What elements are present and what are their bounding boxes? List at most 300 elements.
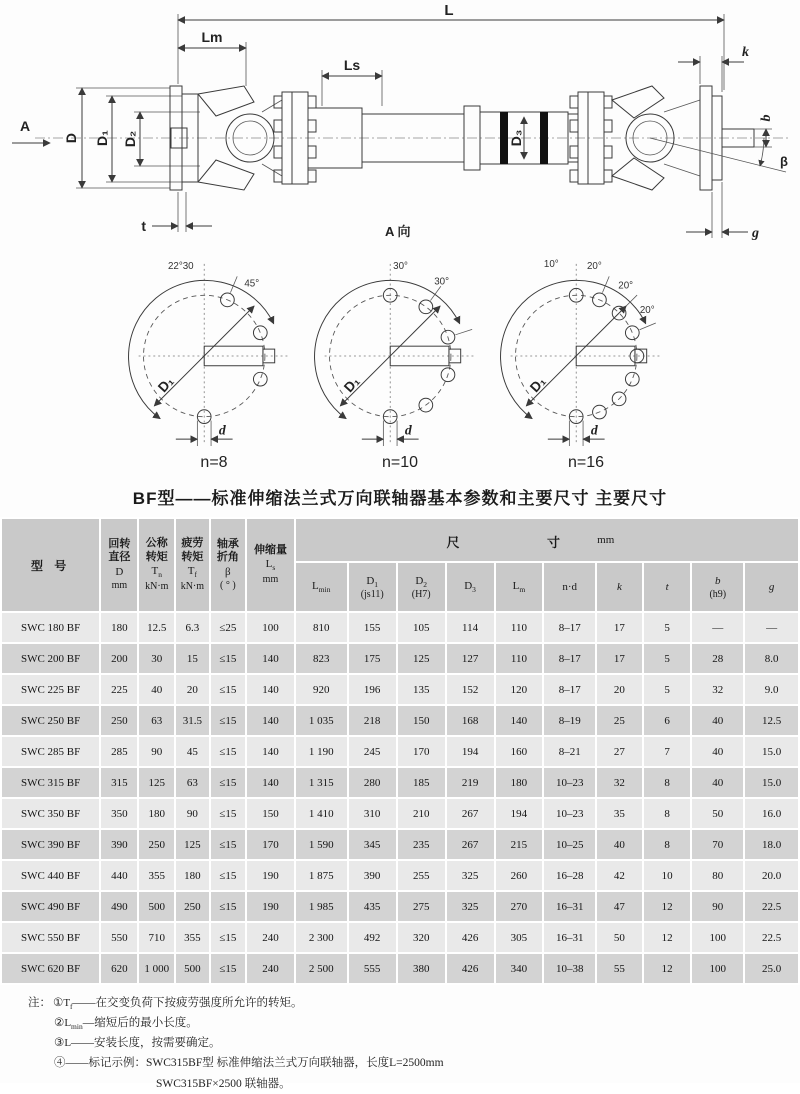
- value-cell: 7: [644, 737, 691, 766]
- sub-col-header-3: [447, 563, 494, 611]
- bolt-diagrams: [0, 254, 800, 472]
- bolt-pattern-n8: [121, 254, 307, 454]
- value-cell: 80: [692, 861, 743, 890]
- dim-label-t: t: [141, 218, 146, 234]
- dim-label-Ls: Ls: [343, 57, 361, 73]
- angle-label: 30°: [393, 260, 408, 272]
- value-cell: 426: [447, 954, 494, 983]
- value-cell: 8.0: [745, 644, 798, 673]
- value-cell: 8–17: [544, 613, 595, 642]
- value-cell: 170: [398, 737, 445, 766]
- value-cell: 140: [247, 675, 294, 704]
- symbol: b: [715, 575, 721, 588]
- value-cell: 125: [139, 768, 174, 797]
- model-cell: SWC 200 BF: [2, 644, 99, 673]
- value-cell: 10–25: [544, 830, 595, 859]
- header-symbol: [139, 564, 174, 580]
- value-cell: 555: [349, 954, 396, 983]
- sub-col-header-7: [644, 563, 691, 611]
- header-row-1: [2, 519, 798, 561]
- value-cell: 40: [692, 706, 743, 735]
- model-cell: SWC 180 BF: [2, 613, 99, 642]
- sub-col-header-1: [349, 563, 396, 611]
- model-cell: SWC 440 BF: [2, 861, 99, 890]
- value-cell: 270: [496, 892, 543, 921]
- table-row: [2, 923, 798, 952]
- table-row: [2, 861, 798, 890]
- value-cell: 70: [692, 830, 743, 859]
- symbol: $T_f$: [63, 997, 73, 1012]
- value-cell: 35: [597, 799, 642, 828]
- value-cell: 50: [597, 923, 642, 952]
- angle-label: 20°: [639, 304, 655, 316]
- value-cell: 5: [644, 613, 691, 642]
- value-cell: 194: [496, 799, 543, 828]
- value-cell: 245: [349, 737, 396, 766]
- value-cell: 355: [176, 923, 209, 952]
- value-cell: 50: [692, 799, 743, 828]
- value-cell: 30: [139, 644, 174, 673]
- model-cell: SWC 315 BF: [2, 768, 99, 797]
- value-cell: 255: [398, 861, 445, 890]
- value-cell: 22.5: [745, 892, 798, 921]
- value-cell: 2 300: [296, 923, 347, 952]
- value-cell: ≤15: [211, 706, 245, 735]
- value-cell: 25: [597, 706, 642, 735]
- header-text: 直径: [108, 551, 131, 564]
- value-cell: 710: [139, 923, 174, 952]
- value-cell: 180: [139, 799, 174, 828]
- value-cell: ≤15: [211, 799, 245, 828]
- value-cell: 105: [398, 613, 445, 642]
- value-cell: 20.0: [745, 861, 798, 890]
- value-cell: 170: [247, 830, 294, 859]
- value-cell: 12: [644, 892, 691, 921]
- symbol: $D_3$: [464, 580, 476, 595]
- value-cell: 8: [644, 830, 691, 859]
- value-cell: 194: [447, 737, 494, 766]
- value-cell: 1 590: [296, 830, 347, 859]
- value-cell: 810: [296, 613, 347, 642]
- header-text: 折角: [216, 551, 239, 564]
- value-cell: —: [745, 613, 798, 642]
- bolt-caption-n10: n=10: [381, 454, 419, 471]
- table-row: [2, 706, 798, 735]
- model-cell: SWC 225 BF: [2, 675, 99, 704]
- symbol: $D_1$: [366, 574, 379, 589]
- value-cell: 219: [447, 768, 494, 797]
- value-cell: 160: [496, 737, 543, 766]
- value-cell: 8: [644, 768, 691, 797]
- value-cell: 550: [101, 923, 137, 952]
- table-row: [2, 613, 798, 642]
- value-cell: 180: [101, 613, 137, 642]
- header-symbol: [247, 557, 294, 573]
- value-cell: 125: [398, 644, 445, 673]
- value-cell: 390: [101, 830, 137, 859]
- dim-label-b: b: [759, 114, 774, 122]
- value-cell: 16–31: [544, 923, 595, 952]
- table-row: [2, 954, 798, 983]
- symbol: D: [115, 566, 124, 579]
- sub-col-header-8: [692, 563, 743, 611]
- value-cell: 267: [447, 799, 494, 828]
- angle-label: 20°: [586, 260, 602, 272]
- dim-label-d: d: [590, 422, 598, 438]
- value-cell: 90: [139, 737, 174, 766]
- value-cell: 17: [597, 613, 642, 642]
- header-text: 伸缩量: [253, 543, 287, 556]
- symbol: $T_n$: [151, 565, 162, 580]
- value-cell: 12: [644, 954, 691, 983]
- value-cell: 15.0: [745, 768, 798, 797]
- value-cell: 155: [349, 613, 396, 642]
- value-cell: 218: [349, 706, 396, 735]
- value-cell: 250: [101, 706, 137, 735]
- value-cell: 90: [176, 799, 209, 828]
- dim-label-D2: D₂: [122, 130, 138, 148]
- value-cell: 55: [597, 954, 642, 983]
- sub-col-header-0: [296, 563, 347, 611]
- value-cell: 16–28: [544, 861, 595, 890]
- header-text: 转矩: [181, 550, 204, 563]
- footnote-line: [28, 993, 800, 1013]
- value-cell: 325: [447, 861, 494, 890]
- value-cell: 90: [692, 892, 743, 921]
- header-tolerance: (H7): [411, 589, 431, 601]
- value-cell: 240: [247, 954, 294, 983]
- header-unit: kN·m: [180, 581, 205, 593]
- sub-col-header-5: [544, 563, 595, 611]
- header-unit: kN·m: [145, 581, 169, 593]
- footnote-line: [156, 1074, 800, 1094]
- value-cell: 127: [447, 644, 494, 673]
- footnotes: [28, 993, 800, 1094]
- value-cell: ≤15: [211, 861, 245, 890]
- bolt-caption-n8: n=8: [200, 454, 228, 471]
- value-cell: 63: [139, 706, 174, 735]
- value-cell: 28: [692, 644, 743, 673]
- value-cell: 32: [597, 768, 642, 797]
- value-cell: 25.0: [745, 954, 798, 983]
- value-cell: 16.0: [745, 799, 798, 828]
- header-symbol: [745, 580, 798, 594]
- model-cell: SWC 250 BF: [2, 706, 99, 735]
- model-cell: SWC 285 BF: [2, 737, 99, 766]
- dim-label-d: d: [404, 422, 412, 438]
- value-cell: 17: [597, 644, 642, 673]
- value-cell: ≤15: [211, 892, 245, 921]
- value-cell: 210: [398, 799, 445, 828]
- value-cell: ≤15: [211, 830, 245, 859]
- value-cell: 5: [644, 675, 691, 704]
- angle-label: 20°: [618, 280, 634, 292]
- value-cell: 9.0: [745, 675, 798, 704]
- value-cell: 22.5: [745, 923, 798, 952]
- symbol: k: [616, 580, 622, 593]
- value-cell: ≤15: [211, 737, 245, 766]
- value-cell: 920: [296, 675, 347, 704]
- bolt-diagram-n8: [121, 254, 307, 472]
- value-cell: 15: [176, 644, 209, 673]
- value-cell: 8–19: [544, 706, 595, 735]
- footnote-marker: ③: [54, 1037, 65, 1050]
- value-cell: 114: [447, 613, 494, 642]
- dim-label-D1: D₁: [527, 373, 549, 396]
- sub-col-header-4: [496, 563, 543, 611]
- value-cell: 185: [398, 768, 445, 797]
- angle-label: 10°: [543, 258, 559, 270]
- value-cell: 492: [349, 923, 396, 952]
- page-title: BF型——标准伸缩法兰式万向联轴器基本参数和主要尺寸 主要尺寸: [132, 489, 668, 508]
- value-cell: ≤15: [211, 644, 245, 673]
- value-cell: 18.0: [745, 830, 798, 859]
- table-row: [2, 892, 798, 921]
- symbol: $L_m$: [512, 580, 526, 595]
- symbol: β: [225, 566, 231, 579]
- notes-label: 注：: [28, 997, 51, 1009]
- dim-label-D1: D₁: [341, 373, 363, 396]
- value-cell: 310: [349, 799, 396, 828]
- header-tolerance: (h9): [709, 588, 727, 600]
- group-label-left: 尺: [446, 535, 460, 550]
- header-unit: ( ° ): [220, 580, 236, 592]
- dim-label-d: d: [218, 422, 226, 438]
- symbol: $L_{min}$: [312, 580, 331, 595]
- bolt-hole: [419, 300, 433, 314]
- value-cell: 150: [247, 799, 294, 828]
- view-arrow-label: A: [20, 118, 31, 134]
- col-header-dimensions: [296, 519, 798, 561]
- bolt-pattern-n10: [307, 254, 493, 454]
- value-cell: 190: [247, 892, 294, 921]
- value-cell: 10–23: [544, 768, 595, 797]
- seal-ring: [540, 112, 548, 164]
- model-cell: SWC 550 BF: [2, 923, 99, 952]
- value-cell: 100: [247, 613, 294, 642]
- a-view-label: A 向: [385, 224, 411, 239]
- angle-label: 22°30: [167, 260, 194, 272]
- value-cell: 500: [139, 892, 174, 921]
- bolt-caption-n16: n=16: [567, 454, 605, 471]
- value-cell: 490: [101, 892, 137, 921]
- header-unit: mm: [262, 574, 279, 586]
- col-header-0: [101, 519, 137, 611]
- footnote-line: [54, 1013, 800, 1033]
- value-cell: 140: [496, 706, 543, 735]
- value-cell: 6.3: [176, 613, 209, 642]
- value-cell: 180: [496, 768, 543, 797]
- dim-label-g: g: [752, 226, 759, 241]
- bolt-hole: [625, 372, 639, 386]
- sub-col-header-9: [745, 563, 798, 611]
- value-cell: 12.5: [139, 613, 174, 642]
- value-cell: 196: [349, 675, 396, 704]
- sub-col-header-2: [398, 563, 445, 611]
- value-cell: 42: [597, 861, 642, 890]
- header-symbol: [544, 580, 595, 594]
- spec-table: [0, 517, 800, 985]
- value-cell: —: [692, 613, 743, 642]
- dim-label-beta: β: [780, 154, 788, 169]
- table-row: [2, 644, 798, 673]
- footnote-line: [54, 1033, 800, 1053]
- value-cell: 340: [496, 954, 543, 983]
- value-cell: 225: [101, 675, 137, 704]
- symbol: $D_2$: [415, 574, 428, 589]
- header-symbol: [644, 580, 691, 594]
- value-cell: 63: [176, 768, 209, 797]
- footnote-text: ——安装长度，按需要确定。: [71, 1037, 221, 1050]
- value-cell: 8–21: [544, 737, 595, 766]
- col-header-model: 型 号: [2, 519, 99, 611]
- value-cell: ≤15: [211, 768, 245, 797]
- value-cell: 305: [496, 923, 543, 952]
- value-cell: 10–38: [544, 954, 595, 983]
- header-symbol: [296, 579, 347, 595]
- value-cell: 440: [101, 861, 137, 890]
- seal-ring: [500, 112, 508, 164]
- bolt-diagram-n16: [493, 254, 679, 472]
- value-cell: 325: [447, 892, 494, 921]
- bolt-hole: [253, 372, 267, 386]
- header-text: 轴承: [216, 537, 239, 550]
- value-cell: 285: [101, 737, 137, 766]
- value-cell: 10: [644, 861, 691, 890]
- value-cell: 315: [101, 768, 137, 797]
- model-cell: SWC 620 BF: [2, 954, 99, 983]
- value-cell: 40: [692, 768, 743, 797]
- value-cell: 390: [349, 861, 396, 890]
- value-cell: ≤15: [211, 923, 245, 952]
- value-cell: 345: [349, 830, 396, 859]
- bolt-diagram-n10: [307, 254, 493, 472]
- header-symbol: [597, 580, 642, 594]
- value-cell: 8–17: [544, 644, 595, 673]
- value-cell: ≤15: [211, 675, 245, 704]
- value-cell: 40: [139, 675, 174, 704]
- value-cell: 152: [447, 675, 494, 704]
- value-cell: 250: [176, 892, 209, 921]
- value-cell: 168: [447, 706, 494, 735]
- value-cell: 500: [176, 954, 209, 983]
- symbol: L: [64, 1037, 72, 1050]
- header-symbol: [349, 574, 396, 590]
- value-cell: 1 190: [296, 737, 347, 766]
- table-row: [2, 768, 798, 797]
- value-cell: 150: [398, 706, 445, 735]
- header-tolerance: (js11): [360, 589, 384, 601]
- value-cell: 380: [398, 954, 445, 983]
- footnote-text: SWC315BF×2500 联轴器。: [156, 1077, 291, 1090]
- value-cell: 12.5: [745, 706, 798, 735]
- col-header-1: [139, 519, 174, 611]
- symbol: g: [768, 580, 775, 593]
- value-cell: 275: [398, 892, 445, 921]
- value-cell: 260: [496, 861, 543, 890]
- symbol: n·d: [562, 580, 578, 593]
- value-cell: 267: [447, 830, 494, 859]
- angle-label: 45°: [244, 278, 260, 290]
- footnote-text: ——标记示例：SWC315BF型 标准伸缩法兰式万向联轴器，长度L=2500mm: [65, 1057, 444, 1070]
- header-symbol: [692, 574, 743, 588]
- header-symbol: [496, 579, 543, 595]
- header-symbol: [176, 564, 209, 580]
- value-cell: 175: [349, 644, 396, 673]
- value-cell: 350: [101, 799, 137, 828]
- value-cell: 6: [644, 706, 691, 735]
- value-cell: 5: [644, 644, 691, 673]
- value-cell: 31.5: [176, 706, 209, 735]
- value-cell: 27: [597, 737, 642, 766]
- footnote-marker: ②: [54, 1017, 65, 1030]
- value-cell: 32: [692, 675, 743, 704]
- header-text: 公称: [145, 536, 168, 549]
- value-cell: 235: [398, 830, 445, 859]
- header-text: 疲劳: [181, 536, 204, 549]
- footnote-line: [54, 1053, 800, 1073]
- dim-label-D3: D₃: [508, 129, 524, 147]
- col-header-3: [211, 519, 245, 611]
- dim-label-D1: D₁: [94, 130, 110, 146]
- value-cell: 10–23: [544, 799, 595, 828]
- value-cell: 20: [597, 675, 642, 704]
- footnote-marker: ①: [53, 997, 64, 1009]
- bolt-pattern-n16: [493, 254, 679, 454]
- header-unit: mm: [111, 580, 128, 592]
- value-cell: 140: [247, 737, 294, 766]
- value-cell: 250: [139, 830, 174, 859]
- value-cell: 100: [692, 954, 743, 983]
- value-cell: 140: [247, 768, 294, 797]
- value-cell: 20: [176, 675, 209, 704]
- value-cell: 180: [176, 861, 209, 890]
- value-cell: 47: [597, 892, 642, 921]
- dim-label-k: k: [742, 45, 749, 60]
- value-cell: 435: [349, 892, 396, 921]
- symbol: $L_{min}$: [64, 1017, 83, 1032]
- value-cell: 1 315: [296, 768, 347, 797]
- col-header-4: [247, 519, 294, 611]
- dim-label-L: L: [444, 2, 454, 19]
- group-unit: mm: [597, 534, 615, 546]
- footnote-text: —缩短后的最小长度。: [82, 1017, 198, 1030]
- value-cell: 110: [496, 613, 543, 642]
- header-symbol: [447, 579, 494, 595]
- value-cell: ≤15: [211, 954, 245, 983]
- value-cell: 620: [101, 954, 137, 983]
- value-cell: 120: [496, 675, 543, 704]
- value-cell: 240: [247, 923, 294, 952]
- table-row: [2, 799, 798, 828]
- value-cell: 355: [139, 861, 174, 890]
- group-label-right: 寸: [546, 535, 560, 550]
- value-cell: 125: [176, 830, 209, 859]
- value-cell: 1 035: [296, 706, 347, 735]
- value-cell: 1 410: [296, 799, 347, 828]
- value-cell: 45: [176, 737, 209, 766]
- symbol: $L_s$: [265, 558, 276, 573]
- value-cell: 1 875: [296, 861, 347, 890]
- value-cell: 40: [597, 830, 642, 859]
- value-cell: 15.0: [745, 737, 798, 766]
- header-symbol: [211, 565, 245, 579]
- value-cell: ≤25: [211, 613, 245, 642]
- header-symbol: [101, 565, 137, 579]
- footnote-marker: ④: [54, 1057, 66, 1070]
- model-cell: SWC 490 BF: [2, 892, 99, 921]
- value-cell: 823: [296, 644, 347, 673]
